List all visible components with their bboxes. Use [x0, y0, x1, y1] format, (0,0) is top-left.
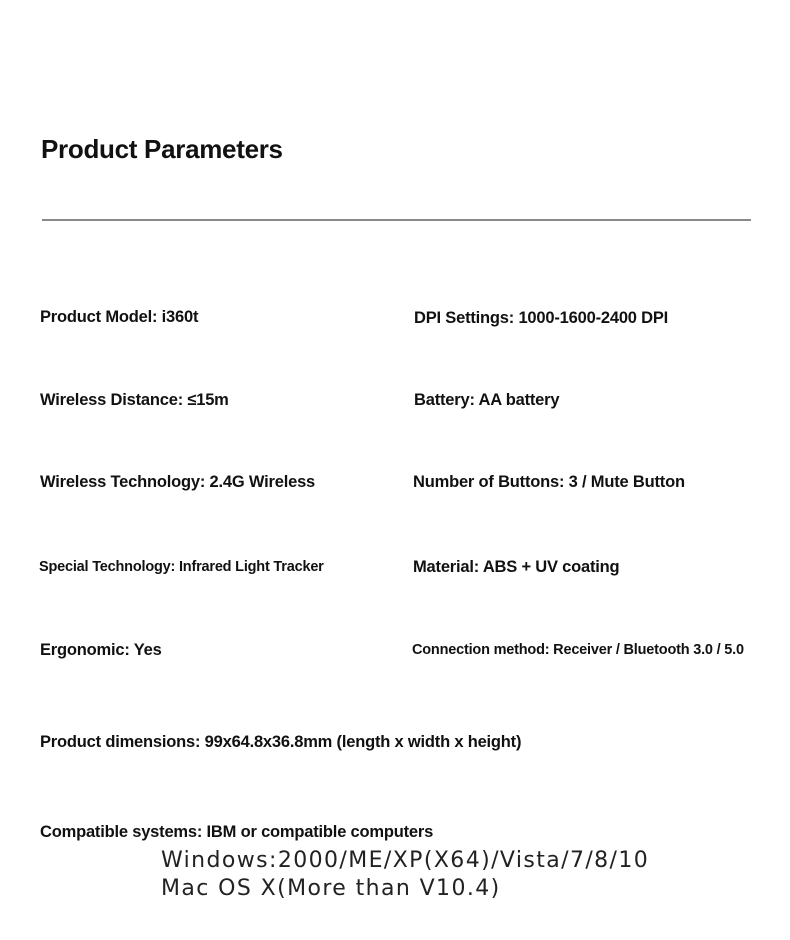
spec-dpi-settings: DPI Settings: 1000-1600-2400 DPI	[414, 309, 669, 327]
systems-windows: Windows:2000/ME/XP(X64)/Vista/7/8/10	[161, 848, 650, 873]
compatible-systems-list	[161, 847, 649, 903]
systems-mac: Mac OS X(More than V10.4)	[161, 876, 501, 901]
title-divider	[42, 219, 751, 221]
spec-compatible-systems: Compatible systems: IBM or compatible computers	[40, 823, 434, 841]
spec-number-of-buttons: Number of Buttons: 3 / Mute Button	[413, 473, 685, 491]
spec-connection-method: Connection method: Receiver / Bluetooth 3.0 / 5.0	[412, 642, 744, 658]
spec-product-model: Product Model: i360t	[40, 308, 199, 326]
spec-ergonomic: Ergonomic: Yes	[40, 641, 162, 659]
spec-wireless-distance: Wireless Distance: ≤15m	[40, 391, 229, 409]
spec-material: Material: ABS + UV coating	[413, 558, 620, 576]
spec-special-technology: Special Technology: Infrared Light Tracker	[39, 559, 324, 575]
spec-product-dimensions: Product dimensions: 99x64.8x36.8mm (length x width x height)	[40, 733, 522, 751]
page-title: Product Parameters	[41, 134, 283, 164]
spec-battery: Battery: AA battery	[414, 391, 560, 409]
spec-wireless-technology: Wireless Technology: 2.4G Wireless	[40, 473, 316, 491]
